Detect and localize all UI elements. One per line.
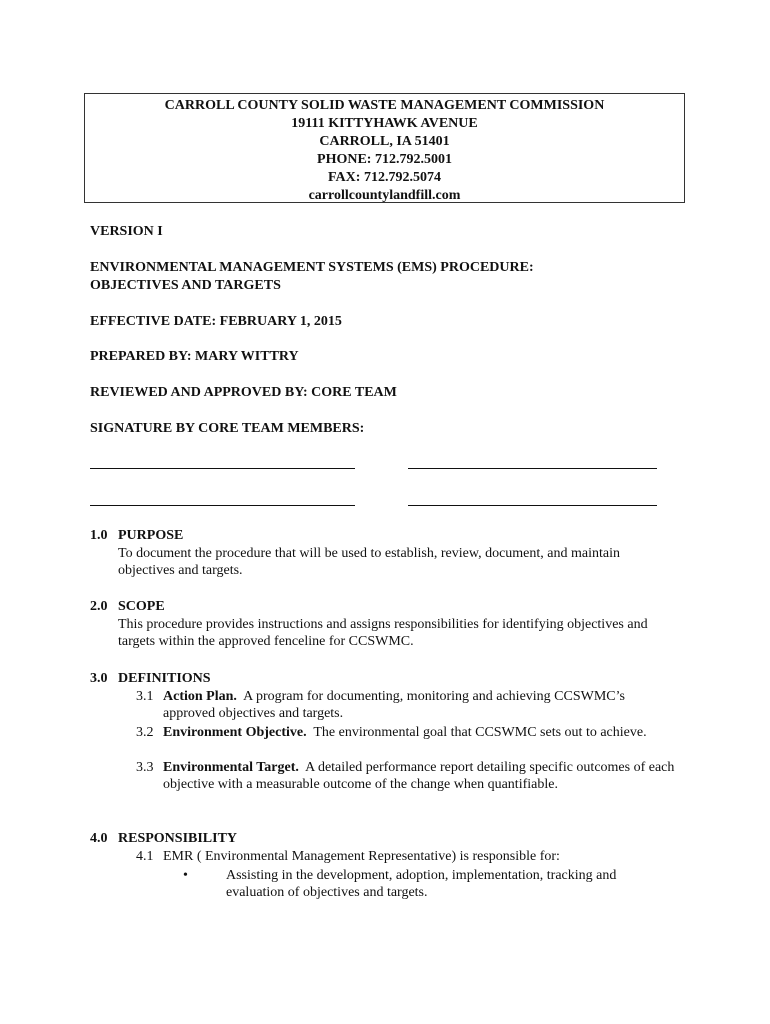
prepared-by: PREPARED BY: MARY WITTRY xyxy=(90,349,299,364)
responsibility-bullet-text: Assisting in the development, adoption, implementation, tracking and evaluation of objectives and targets. xyxy=(226,868,617,900)
responsibility-item-text: EMR ( Environmental Management Representative) is responsible for: xyxy=(163,849,560,864)
section-number: 2.0 xyxy=(90,599,108,614)
website: carrollcountylandfill.com xyxy=(308,188,461,203)
definition-number: 3.1 xyxy=(136,689,154,704)
definition-term: Environmental Target. xyxy=(163,760,299,775)
definition-term: Environment Objective. xyxy=(163,725,307,740)
fax-number: FAX: 712.792.5074 xyxy=(328,170,441,185)
definition-environment-objective xyxy=(163,724,678,741)
phone-number: PHONE: 712.792.5001 xyxy=(317,152,452,167)
responsibility-item-number: 4.1 xyxy=(136,849,154,864)
definition-body: A detailed performance report detailing specific outcomes of each objective with a measurable outcome of the change when quantifiable. xyxy=(163,760,675,792)
section-title: PURPOSE xyxy=(118,528,184,543)
signature-line-2 xyxy=(408,468,657,469)
definition-term: Action Plan. xyxy=(163,689,237,704)
definition-number: 3.3 xyxy=(136,760,154,775)
bullet-icon: • xyxy=(183,868,188,883)
section-number: 4.0 xyxy=(90,831,108,846)
section-title: DEFINITIONS xyxy=(118,671,211,686)
section-number: 3.0 xyxy=(90,671,108,686)
letterhead-box xyxy=(84,93,685,203)
section-number: 1.0 xyxy=(90,528,108,543)
definition-number: 3.2 xyxy=(136,725,154,740)
signature-heading: SIGNATURE BY CORE TEAM MEMBERS: xyxy=(90,421,365,436)
section-purpose-text: To document the procedure that will be used to establish, review, document, and maintain objectives and targets. xyxy=(118,546,620,578)
signature-line-3 xyxy=(90,505,355,506)
section-purpose-heading xyxy=(90,527,183,544)
city-state-zip: CARROLL, IA 51401 xyxy=(319,134,450,149)
section-scope-heading xyxy=(90,598,165,615)
definition-body: The environmental goal that CCSWMC sets out to achieve. xyxy=(313,725,647,740)
definition-body: A program for documenting, monitoring and achieving CCSWMC’s approved objectives and targets. xyxy=(163,689,625,721)
effective-date: EFFECTIVE DATE: FEBRUARY 1, 2015 xyxy=(90,314,342,329)
section-title: SCOPE xyxy=(118,599,165,614)
reviewed-approved-by: REVIEWED AND APPROVED BY: CORE TEAM xyxy=(90,385,397,400)
section-definitions-heading xyxy=(90,670,211,687)
section-title: RESPONSIBILITY xyxy=(118,831,238,846)
signature-line-1 xyxy=(90,468,355,469)
version-label: VERSION I xyxy=(90,224,163,239)
procedure-title-line-1: ENVIRONMENTAL MANAGEMENT SYSTEMS (EMS) PROCEDURE: xyxy=(90,260,534,275)
section-scope-text: This procedure provides instructions and assigns responsibilities for identifying objectives and targets within the approved fenceline for CCSWMC. xyxy=(118,617,648,649)
section-responsibility-heading xyxy=(90,830,237,847)
procedure-title-line-2: OBJECTIVES AND TARGETS xyxy=(90,278,281,293)
definition-action-plan xyxy=(163,688,678,722)
organization-name: CARROLL COUNTY SOLID WASTE MANAGEMENT COMMISSION xyxy=(164,98,605,113)
definition-environmental-target xyxy=(163,759,678,793)
street-address: 19111 KITTYHAWK AVENUE xyxy=(291,116,478,131)
signature-line-4 xyxy=(408,505,657,506)
